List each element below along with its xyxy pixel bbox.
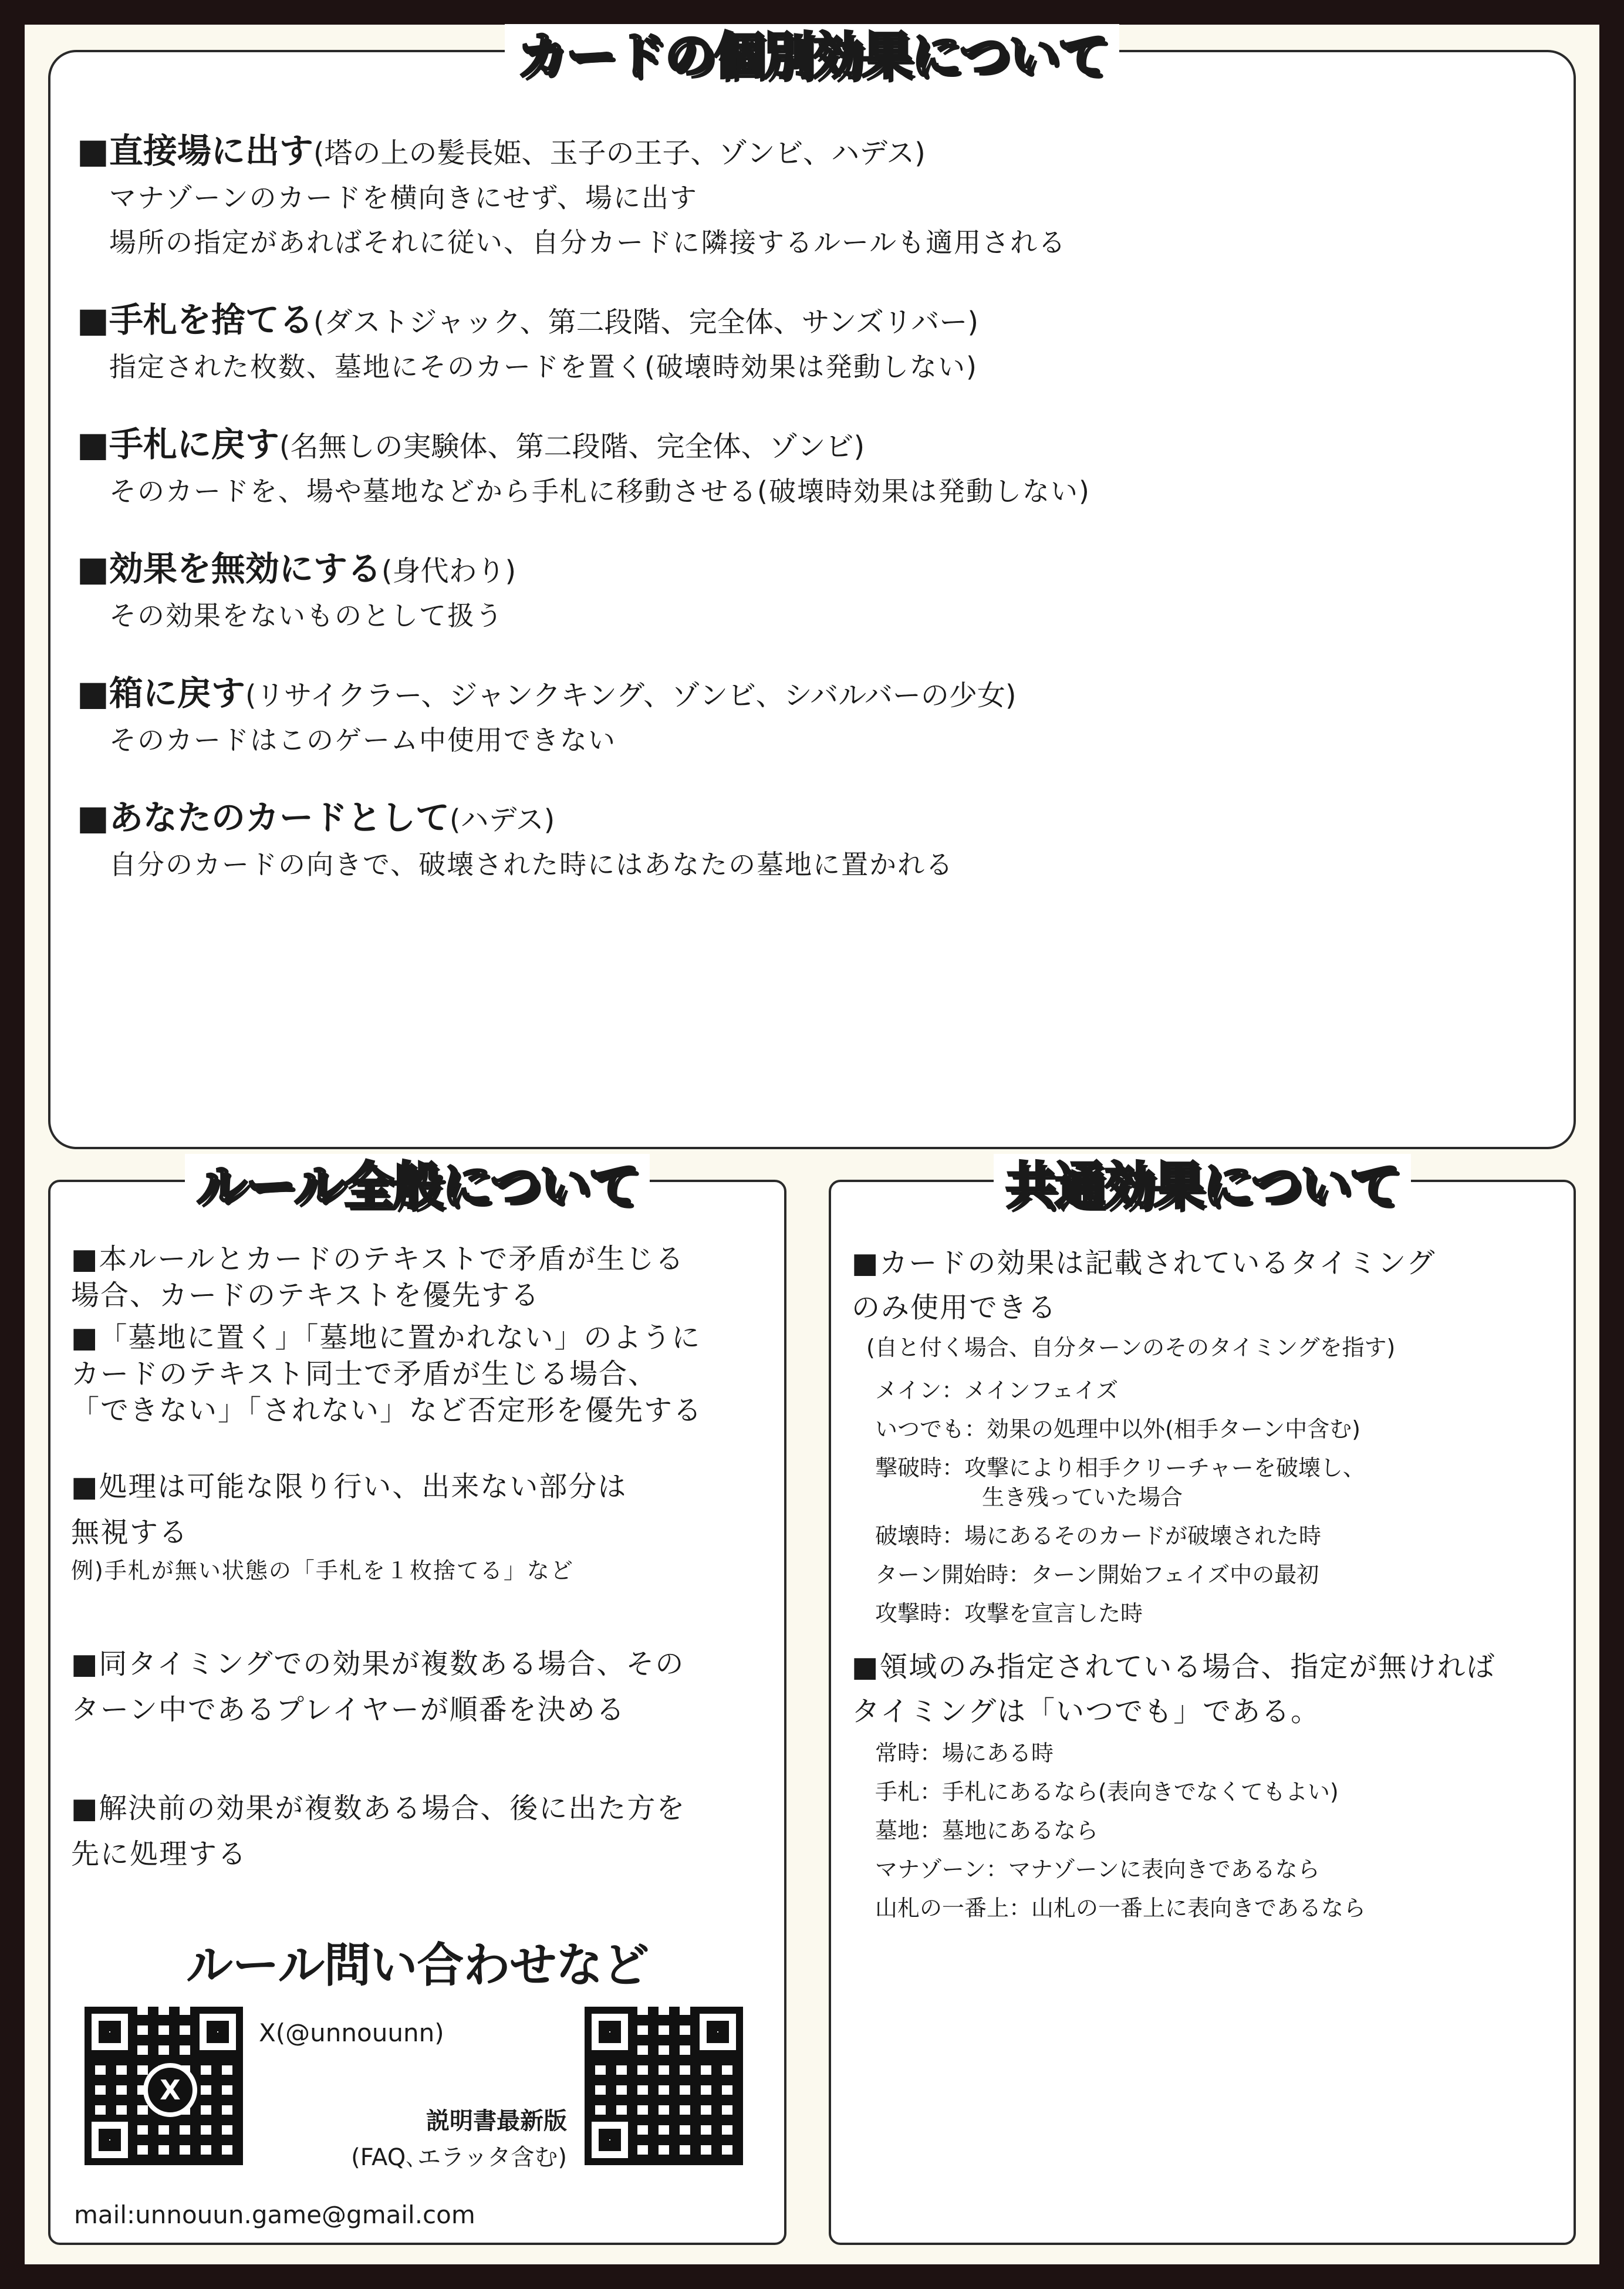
- manual-qr-code[interactable]: [585, 2007, 743, 2165]
- zone-definition: 墓地：墓地にあるなら: [875, 1818, 1099, 1844]
- timing-definition: いつでも：効果の処理中以外(相手ターン中含む): [875, 1416, 1360, 1442]
- effect-name: 直接場に出す: [109, 131, 313, 171]
- general-rules-list: [71, 1241, 769, 1883]
- effect-name: あなたのカードとして: [109, 798, 450, 838]
- timing-rule: ■カードの効果は記載されているタイミング のみ使用できる: [852, 1247, 1436, 1324]
- zone-definition: マナゾーン：マナゾーンに表向きであるなら: [875, 1856, 1320, 1882]
- bullet-mark: ■: [77, 131, 109, 171]
- effect-cards: (リサイクラー、ジャンクキング、ゾンビ、シバルバーの少女): [245, 679, 1017, 712]
- effect-cards: (塔の上の髪長姫、玉子の王子、ゾンビ、ハデス): [313, 137, 926, 170]
- effect-direct-play: [77, 129, 1550, 265]
- effect-name: 箱に戻す: [109, 673, 245, 713]
- zone-definition: 常時：場にある時: [875, 1740, 1054, 1766]
- bullet-mark: ■: [77, 798, 109, 838]
- effect-name: 手札を捨てる: [109, 300, 313, 340]
- effect-cards: (身代わり): [381, 555, 516, 588]
- effect-cards: (ダストジャック、第二段階、完全体、サンズリバー): [313, 306, 979, 339]
- effect-return-hand: [77, 422, 1550, 514]
- x-qr-code[interactable]: [85, 2007, 243, 2165]
- bullet-mark: ■: [77, 300, 109, 340]
- effect-name: 手札に戻す: [109, 424, 279, 464]
- timing-definition: ターン開始時：ターン開始フェイズ中の最初: [875, 1562, 1319, 1588]
- zone-rule: ■領域のみ指定されている場合、指定が無ければ タイミングは「いつでも」である。: [852, 1650, 1496, 1728]
- common-effects-panel: [829, 1157, 1576, 2245]
- rule-item: ■本ルールとカードのテキストで矛盾が生じる 場合、カードのテキストを優先する: [71, 1243, 685, 1312]
- bullet-mark: ■: [77, 424, 109, 464]
- rule-item: ■「墓地に置く」「墓地に置かれない」のように カードのテキスト同士で矛盾が生じる場合、 「できない」「されない」など否定形を優先する: [71, 1321, 703, 1427]
- rule-item: ■同タイミングでの効果が複数ある場合、その ターン中であるプレイヤーが順番を決める: [71, 1647, 685, 1726]
- zone-definition: 山札の一番上：山札の一番上に表向きであるなら: [875, 1895, 1366, 1921]
- manual-label: 説明書最新版: [426, 2108, 567, 2135]
- card-effects-panel: [48, 27, 1576, 1149]
- bullet-mark: ■: [77, 549, 109, 589]
- effect-cards: (名無しの実験体、第二段階、完全体、ゾンビ): [279, 430, 865, 463]
- manual-sublabel: (FAQ､エラッタ含む): [351, 2144, 567, 2171]
- timing-definition: 攻撃時：攻撃を宣言した時: [875, 1601, 1143, 1626]
- rule-item: ■処理は可能な限り行い、出来ない部分は 無視する 例)手札が無い状態の「手札を１枚捨てる」など: [71, 1464, 769, 1588]
- effect-as-your-card: [77, 795, 1550, 887]
- common-effects-heading: 共通効果について: [994, 1154, 1410, 1218]
- bullet-mark: ■: [77, 673, 109, 713]
- effect-name: 効果を無効にする: [109, 549, 381, 589]
- card-effects-heading: カードの個別効果について: [505, 24, 1119, 89]
- timing-definition: メイン：メインフェイズ: [875, 1378, 1119, 1403]
- general-rules-panel: [48, 1157, 786, 2245]
- rule-example-note: 例)手札が無い状態の「手札を１枚捨てる」など: [71, 1558, 574, 1584]
- card-effects-list: [77, 129, 1550, 920]
- timing-note: (自と付く場合、自分ターンのそのタイミングを指す): [866, 1335, 1396, 1360]
- inquiry-title: ルール問い合わせなど: [185, 1938, 649, 1993]
- x-logo-icon: X: [143, 2063, 197, 2117]
- effect-description: そのカードはこのゲーム中使用できない: [109, 724, 616, 756]
- timing-definition: 撃破時：攻撃により相手クリーチャーを破壊し、 生き残っていた場合: [875, 1455, 1365, 1510]
- effect-return-box: [77, 671, 1550, 762]
- common-effects-list: [852, 1241, 1562, 1927]
- effect-negate: [77, 546, 1550, 638]
- effect-description: そのカードを、場や墓地などから手札に移動させる(破壊時効果は発動しない): [109, 475, 1090, 507]
- effect-description: 自分のカードの向きで、破壊された時にはあなたの墓地に置かれる: [109, 849, 954, 880]
- general-rules-heading: ルール全般について: [185, 1154, 650, 1218]
- effect-discard: [77, 298, 1550, 389]
- effect-description: マナゾーンのカードを横向きにせず、場に出す: [109, 182, 698, 214]
- effect-description: 指定された枚数、墓地にそのカードを置く(破壊時効果は発動しない): [109, 351, 978, 383]
- zone-definition: 手札：手札にあるなら(表向きでなくてもよい): [875, 1779, 1339, 1805]
- effect-description: 場所の指定があればそれに従い、自分カードに隣接するルールも適用される: [109, 227, 1067, 258]
- x-handle-link[interactable]: X(@unnouunn): [259, 2018, 444, 2047]
- timing-definition: 破壊時：場にあるそのカードが破壊された時: [875, 1523, 1322, 1549]
- contact-email[interactable]: mail:unnouun.game@gmail.com: [74, 2200, 475, 2229]
- effect-cards: (ハデス): [449, 803, 555, 836]
- rule-item: ■解決前の効果が複数ある場合、後に出た方を 先に処理する: [71, 1792, 686, 1871]
- effect-description: その効果をないものとして扱う: [109, 600, 504, 632]
